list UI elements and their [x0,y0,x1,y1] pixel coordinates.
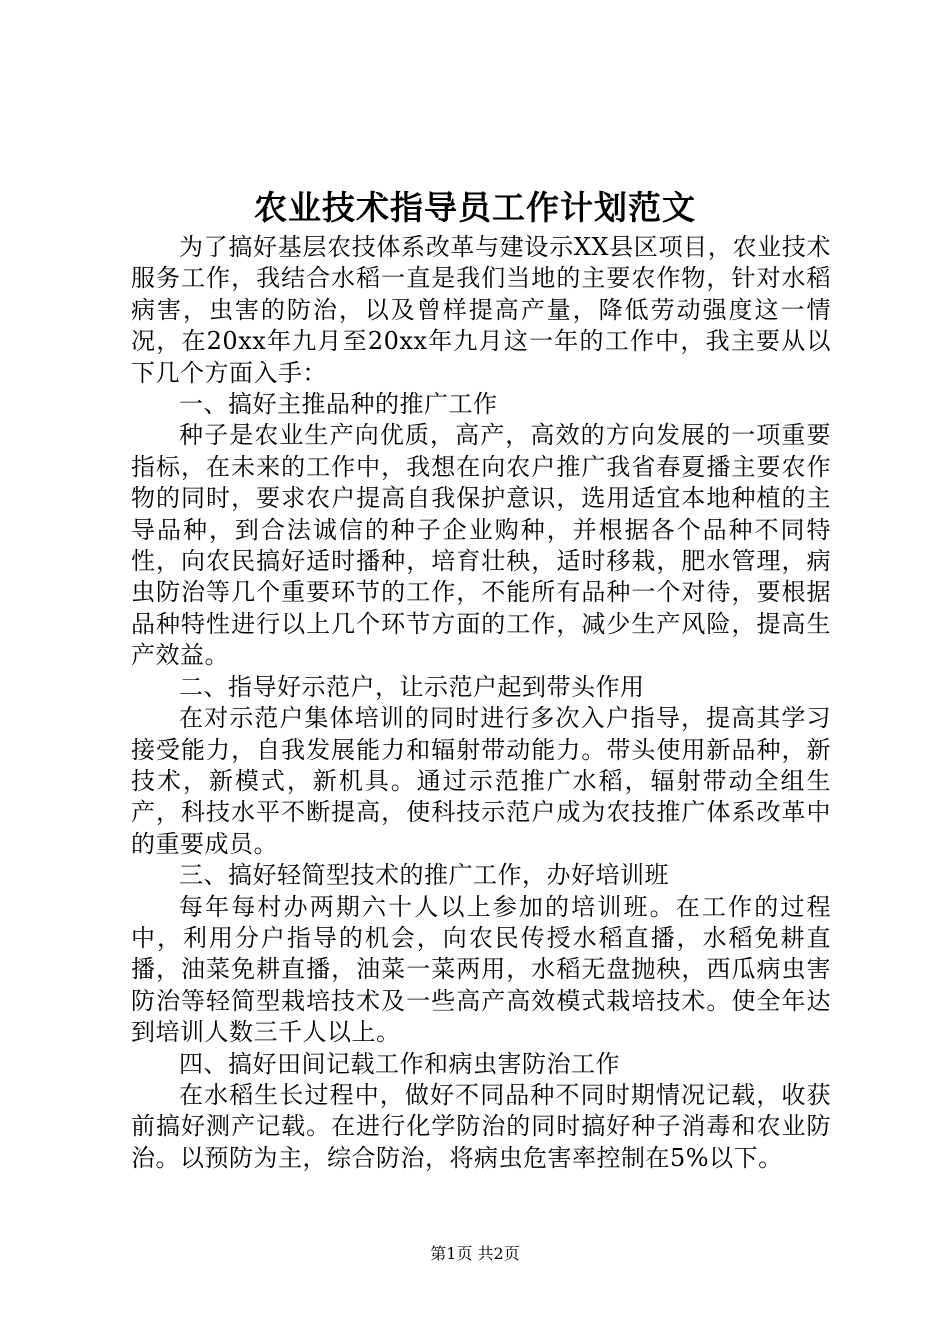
section-heading-3: 三、搞好轻简型技术的推广工作，办好培训班 [179,861,669,890]
section-body-3: 每年每村办两期六十人以上参加的培训班。在工作的过程中，利用分户指导的机会，向农民传授水稻直播，水稻免耕直播，油菜免耕直播，油菜一菜两用，水稻无盘抛秧，西瓜病虫害防治等轻简型栽培技术及一些高产高效模式栽培技术。使全年达到培训人数三千人以上。 [131,892,831,1047]
page-footer: 第1页 共2页 [430,1244,520,1263]
section-body-1: 种子是农业生产向优质，高产，高效的方向发展的一项重要指标，在未来的工作中，我想在向农户推广我省春夏播主要农作物的同时，要求农户提高自我保护意识，选用适宜本地种植的主导品种，到合法诚信的种子企业购种，并根据各个品种不同特性，向农民搞好适时播种，培育壮秧，适时移栽，肥水管理，病虫防治等几个重要环节的工作，不能所有品种一个对待，要根据品种特性进行以上几个环节方面的工作，减少生产风险，提高生产效益。 [131,421,831,670]
section-heading-4: 四、搞好田间记载工作和病虫害防治工作 [179,1049,620,1078]
section-body-4: 在水稻生长过程中，做好不同品种不同时期情况记载，收获前搞好测产记载。在进行化学防治的同时搞好种子消毒和农业防治。以预防为主，综合防治，将病虫危害率控制在5%以下。 [131,1080,831,1172]
section-heading-1: 一、搞好主推品种的推广工作 [179,390,498,419]
intro-paragraph: 为了搞好基层农技体系改革与建设示XX县区项目，农业技术服务工作，我结合水稻一直是我们当地的主要农作物，针对水稻病害，虫害的防治，以及曾样提高产量，降低劳动强度这一情况，在20xx年九月至20xx年九月这一年的工作中，我主要从以下几个方面入手： [131,233,831,387]
section-heading-2: 二、指导好示范户，让示范户起到带头作用 [179,672,645,701]
document-body [131,232,831,1174]
section-body-2: 在对示范户集体培训的同时进行多次入户指导，提高其学习接受能力，自我发展能力和辐射带动能力。带头使用新品种，新技术，新模式，新机具。通过示范推广水稻，辐射带动全组生产，科技水平不断提高，使科技示范户成为农技推广体系改革中的重要成员。 [131,704,831,858]
document-title: 农业技术指导员工作计划范文 [254,188,696,227]
